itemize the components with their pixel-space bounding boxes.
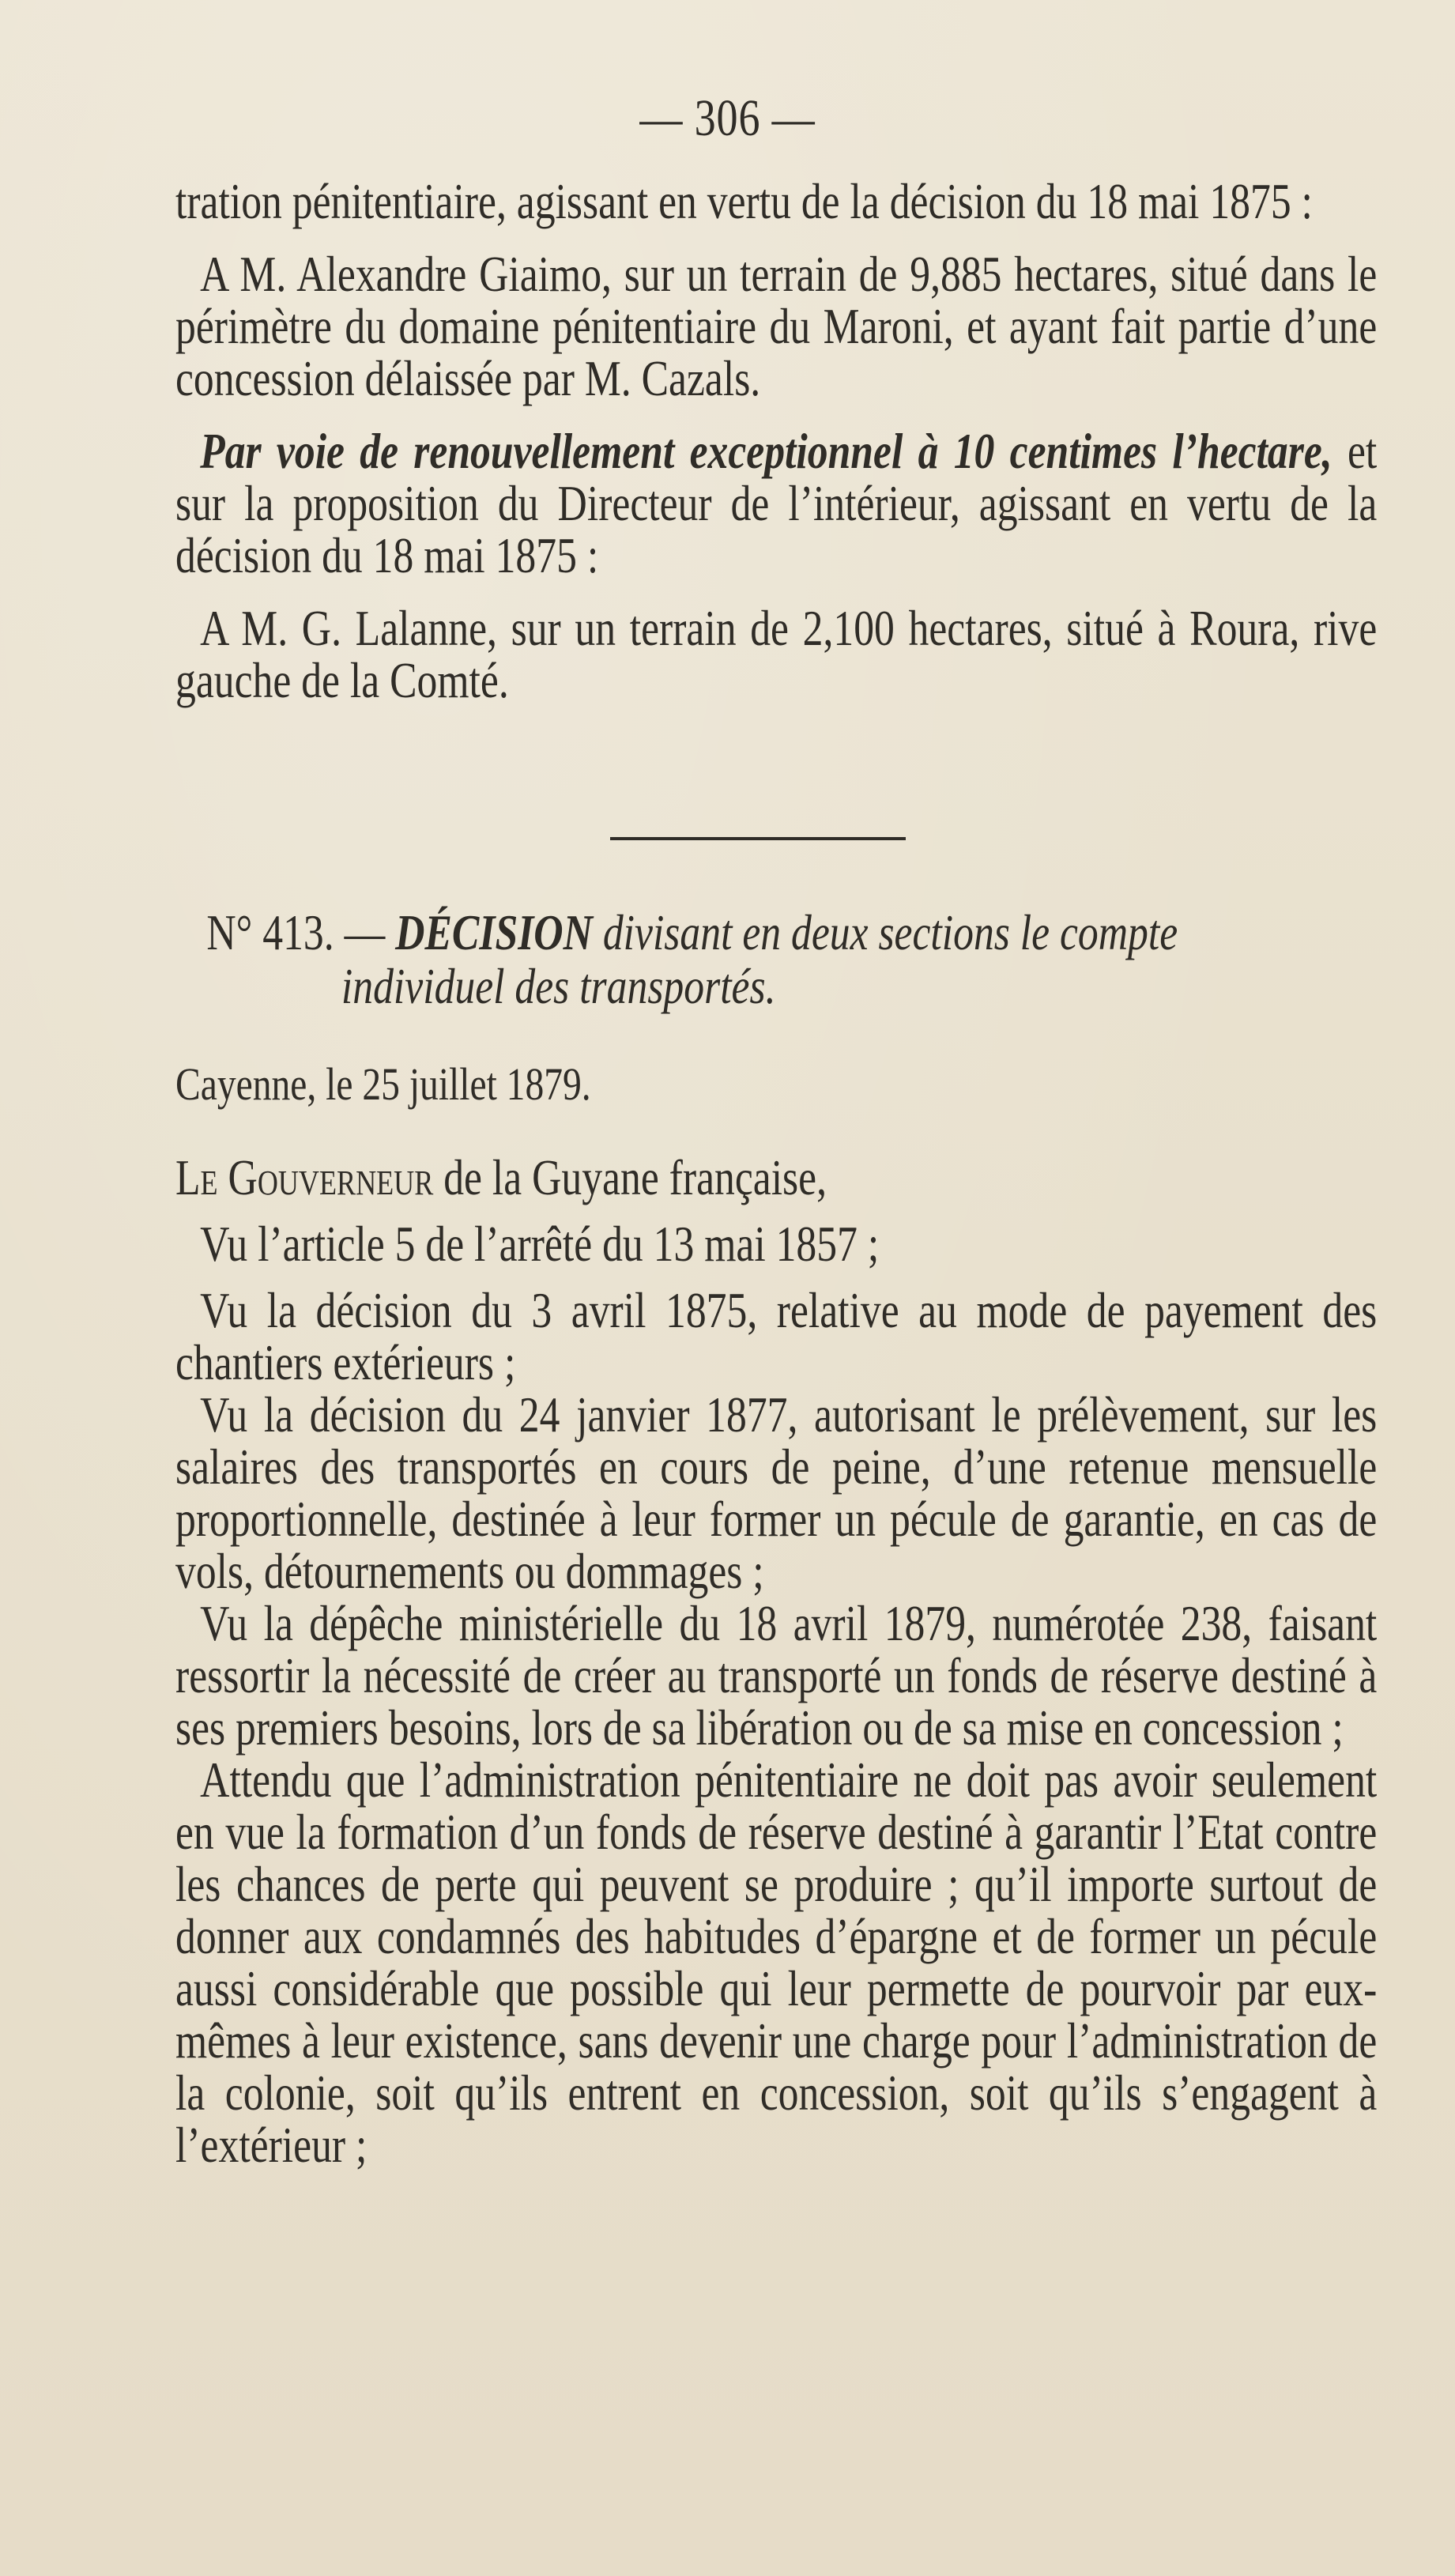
decision-heading	[175, 906, 1377, 1013]
paragraph-continuation: tration pénitentiaire, agissant en vertu de la décision du 18 mai 1875 :	[175, 174, 1313, 229]
attendu-paragraph: Attendu que l’administration pénitentiaire ne doit pas avoir seulement en vue la formation d’un fonds de réserve destiné à garantir l’Etat contre les chances de perte qui peuvent se produire ; qu’il importe surtout de donner aux condamnés des habitudes d’épargne et de former un pécule aussi considérable que possible qui leur permette de pourvoir par eux-mêmes à leur existence, sans devenir une charge pour l’administration de la colonie, soit qu’ils entrent en concession, soit qu’ils s’engagent à l’extérieur ;	[175, 1752, 1378, 2173]
paragraph-giaimo: A M. Alexandre Giaimo, sur un terrain de 9,885 hectares, situé dans le périmètre du domaine pénitentiaire du Maroni, et ayant fait partie d’une concession délaissée par M. Cazals.	[175, 247, 1378, 406]
decision-word: DÉCISION	[395, 905, 593, 960]
vu-decision-1875: Vu la décision du 3 avril 1875, relative au mode de payement des chantiers extérieurs ;	[175, 1283, 1378, 1390]
vu-article: Vu l’article 5 de l’arrêté du 13 mai 1857 ;	[200, 1216, 880, 1272]
vu-depeche-1879: Vu la dépêche ministérielle du 18 avril 1879, numérotée 238, faisant ressortir la nécessité de créer au transporté un fonds de réserve destiné à ses premiers besoins, lors de sa libération ou de sa mise en concession ;	[175, 1596, 1378, 1756]
text-block-body	[175, 1152, 1377, 2171]
page-number: — 306 —	[639, 89, 816, 147]
gouverneur-line	[175, 1152, 1377, 1204]
renouvellement-italic: Par voie de renouvellement exceptionnel à 10 centimes l’hectare,	[200, 424, 1332, 479]
place-date-block	[175, 1058, 1377, 1111]
decision-title-line1	[175, 906, 1377, 960]
text-block-top	[175, 175, 1377, 707]
paragraph-renouvellement	[175, 425, 1377, 582]
decision-subject-1: divisant en deux sections le compte	[602, 905, 1178, 960]
decision-number: N° 413.	[206, 905, 334, 960]
gouverneur-prefix: Le Gouverneur	[175, 1150, 434, 1205]
vu-decision-1877: Vu la décision du 24 janvier 1877, autorisant le prélèvement, sur les salaires des transportés en cours de peine, d’une retenue mensuelle proportionnelle, destinée à leur former un pécule de garantie, en cas de vols, détournements ou dommages ;	[175, 1387, 1378, 1599]
gouverneur-rest: de la Guyane française,	[433, 1150, 827, 1205]
paragraph-lalanne: A M. G. Lalanne, sur un terrain de 2,100 hectares, situé à Roura, rive gauche de la Comté.	[175, 601, 1378, 708]
renouvellement-text: et sur la proposition du Directeur de l’intérieur, agissant en vertu de la décision du 18 mai 1875 :	[175, 424, 1378, 583]
section-divider	[610, 837, 906, 840]
decision-dash: —	[344, 905, 386, 960]
place-date: Cayenne, le 25 juillet 1879.	[175, 1058, 591, 1110]
decision-subject-2: individuel des transportés.	[341, 959, 776, 1014]
